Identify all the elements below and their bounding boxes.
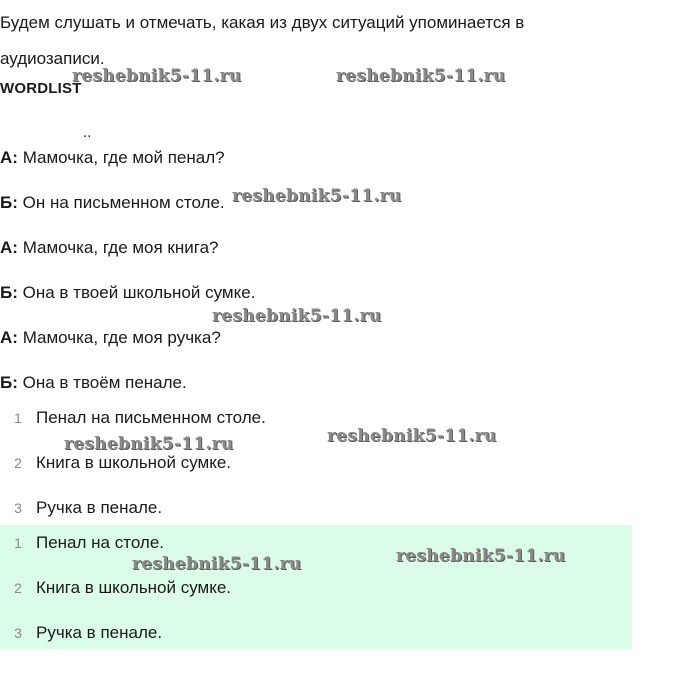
option-text: Пенал на столе. [36, 533, 164, 552]
line-text: Мамочка, где моя книга? [22, 238, 219, 257]
option-item[interactable] [0, 623, 162, 643]
option-number: 3 [14, 625, 22, 641]
option-item[interactable] [0, 408, 266, 428]
dialogue-line [0, 328, 221, 348]
option-number: 2 [14, 455, 22, 471]
watermark: reshebnik5-11.ru [72, 66, 242, 86]
option-number: 1 [14, 410, 22, 426]
speaker-label: А: [0, 148, 18, 167]
watermark: reshebnik5-11.ru [232, 186, 402, 206]
option-text: Пенал на письменном столе. [36, 408, 266, 427]
line-text: Она в твоей школьной сумке. [22, 283, 256, 302]
option-text: Книга в школьной сумке. [36, 453, 232, 472]
option-text: Ручка в пенале. [36, 498, 163, 517]
dialogue-line [0, 238, 219, 258]
instruction-text: Будем слушать и отмечать, какая из двух ситуаций упоминается в аудиозаписи. [0, 13, 525, 68]
option-text: Книга в школьной сумке. [36, 578, 232, 597]
watermark: reshebnik5-11.ru [212, 306, 382, 326]
option-item[interactable] [0, 578, 231, 598]
dialogue-line [0, 283, 255, 303]
line-text: Он на письменном столе. [22, 193, 225, 212]
option-text: Ручка в пенале. [36, 623, 163, 642]
line-text: Она в твоём пенале. [22, 373, 187, 392]
option-item[interactable] [0, 498, 162, 518]
watermark: reshebnik5-11.ru [396, 546, 566, 566]
ellipsis-mark: .. [83, 124, 92, 141]
dialogue-line [0, 148, 225, 168]
watermark: reshebnik5-11.ru [327, 426, 497, 446]
option-item[interactable] [0, 453, 231, 473]
option-number: 3 [14, 500, 22, 516]
speaker-label: А: [0, 238, 18, 257]
speaker-label: А: [0, 328, 18, 347]
dialogue-line [0, 193, 225, 213]
speaker-label: Б: [0, 193, 18, 212]
option-number: 2 [14, 580, 22, 596]
option-item[interactable] [0, 533, 164, 553]
dialogue-line [0, 373, 187, 393]
wordlist-label[interactable]: WORDLIST [0, 80, 82, 97]
line-text: Мамочка, где мой пенал? [22, 148, 225, 167]
speaker-label: Б: [0, 373, 18, 392]
option-number: 1 [14, 535, 22, 551]
watermark: reshebnik5-11.ru [64, 434, 234, 454]
watermark: reshebnik5-11.ru [336, 66, 506, 86]
watermark: reshebnik5-11.ru [132, 554, 302, 574]
line-text: Мамочка, где моя ручка? [22, 328, 221, 347]
speaker-label: Б: [0, 283, 18, 302]
